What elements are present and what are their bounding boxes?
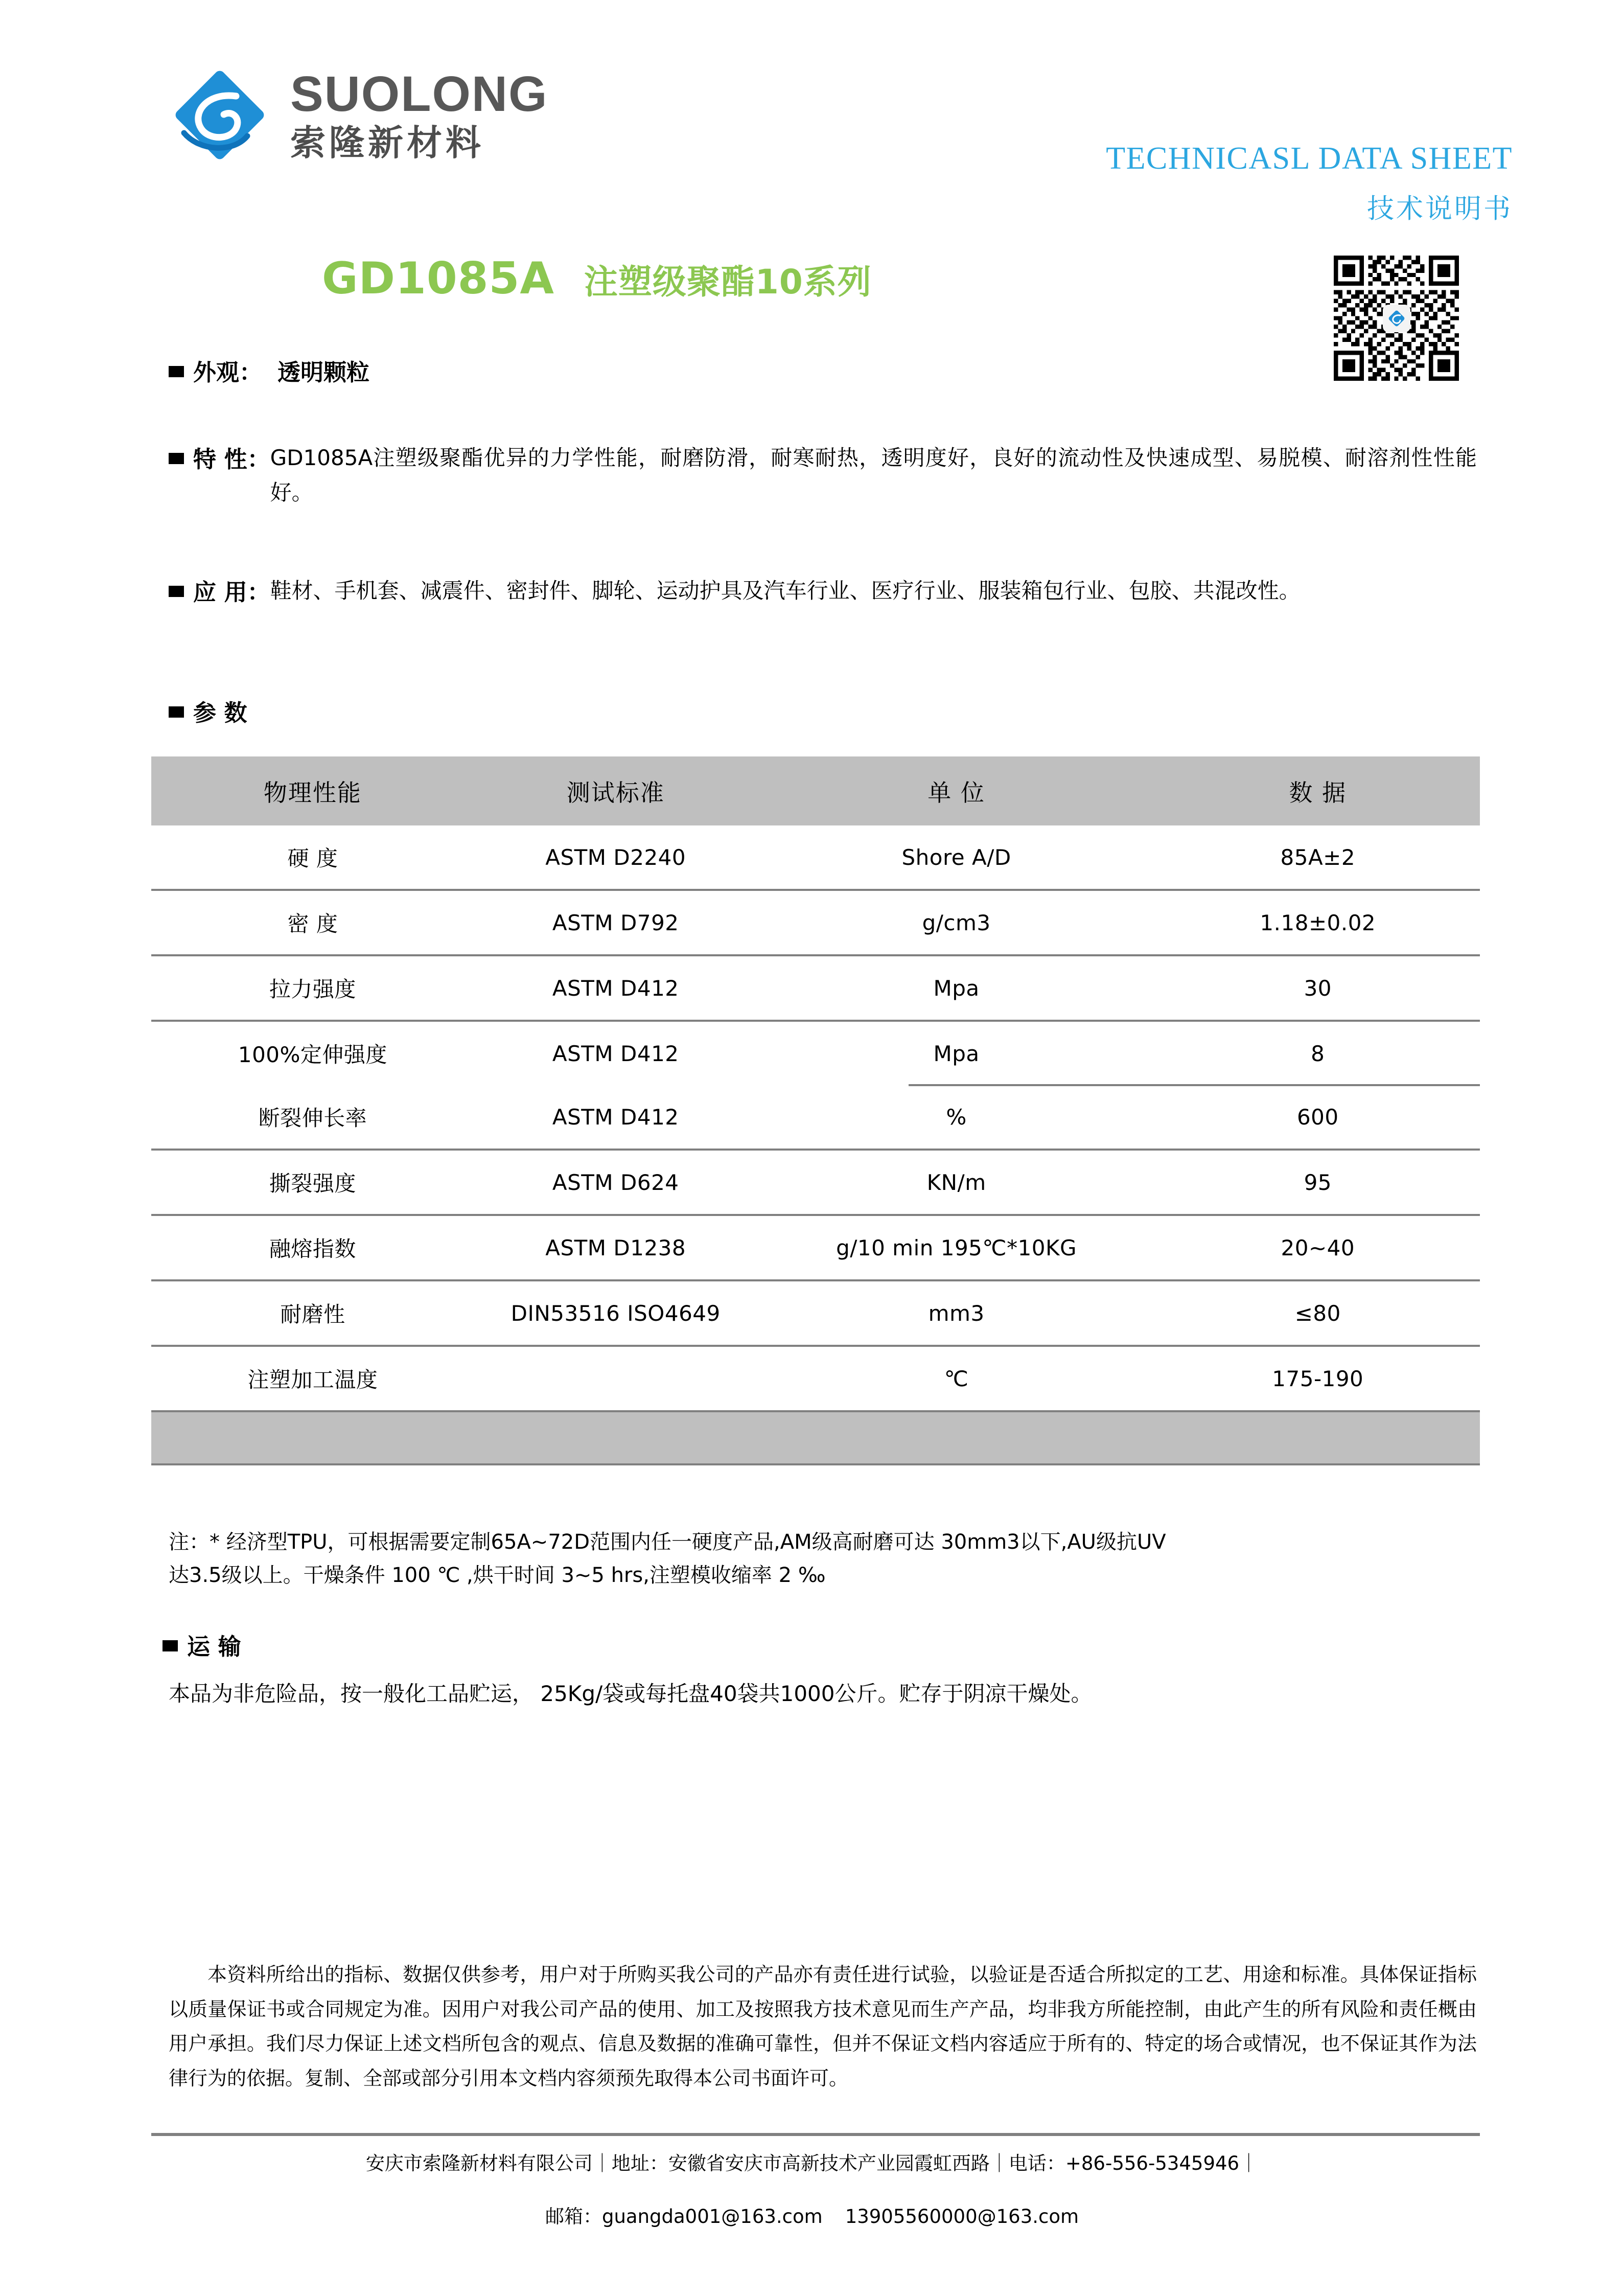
transport-label: 运 输 (187, 1633, 241, 1660)
cell-unit: g/10 min 195℃*10KG (757, 1215, 1156, 1280)
cell-property: 断裂伸长率 (258, 1106, 367, 1131)
appearance-value: 透明颗粒 (277, 359, 370, 386)
appearance-label: 外观： (193, 359, 263, 386)
logo-wordmark (290, 66, 548, 164)
cell-standard: ASTM D412 (552, 1104, 679, 1130)
table-row (151, 1150, 1480, 1215)
column-header-unit: 单 位 (757, 756, 1156, 825)
cell-standard (474, 1346, 757, 1410)
parameters-table-wrapper (151, 756, 1480, 1465)
transport-text: 本品为非危险品，按一般化工品贮运， 25Kg/袋或每托盘40袋共1000公斤。贮存于阴凉干燥处。 (169, 1681, 1093, 1706)
table-note (169, 1526, 1477, 1592)
footer-address: 安徽省安庆市高新技术产业园霞虹西路 (668, 2152, 990, 2174)
cell-unit: ℃ (757, 1346, 1156, 1410)
footer-email-line (0, 2202, 1624, 2231)
footer-email-label: 邮箱： (545, 2205, 602, 2228)
table-row (151, 825, 1480, 890)
cell-property: 撕裂强度 (151, 1150, 474, 1215)
application-label-wrap (169, 573, 270, 607)
product-series-name: 注塑级聚酯10系列 (584, 262, 872, 302)
section-features (169, 441, 1477, 510)
table-row (151, 1085, 1480, 1150)
section-parameters-heading (169, 694, 1477, 727)
cell-standard: ASTM D412 (474, 1021, 757, 1085)
cell-property: 融熔指数 (151, 1215, 474, 1280)
table-footer-bar (151, 1410, 1480, 1465)
cell-standard: ASTM D1238 (474, 1215, 757, 1280)
cell-property: 注塑加工温度 (151, 1346, 474, 1410)
bullet-square-icon (163, 1640, 178, 1651)
company-logo (169, 56, 548, 174)
application-text: 鞋材、手机套、减震件、密封件、脚轮、运动护具及汽车行业、医疗行业、服装箱包行业、包胶、共混改性。 (270, 578, 1301, 603)
cell-value: 600 (1156, 1085, 1480, 1150)
footer-sep-2: ｜电话： (989, 2152, 1065, 2174)
bullet-square-icon (169, 453, 184, 464)
footer-sep-3: ｜ (1239, 2152, 1259, 2174)
footer-email-secondary[interactable]: 13905560000@163.com (845, 2205, 1079, 2228)
cell-unit: Shore A/D (901, 844, 1011, 870)
table-row (151, 890, 1480, 955)
note-line-2: 达3.5级以上。干燥条件 100 ℃ ,烘干时间 3~5 hrs,注塑模收缩率 2 ‰ (169, 1563, 826, 1587)
page-footer (0, 2149, 1624, 2231)
cell-unit: KN/m (757, 1150, 1156, 1215)
logo-latin-text: SUOLONG (290, 66, 548, 122)
column-header-property: 物理性能 (151, 756, 474, 825)
cell-value: 175-190 (1156, 1346, 1480, 1410)
cell-unit: g/cm3 (757, 890, 1156, 955)
note-line-1: 注：* 经济型TPU，可根据需要定制65A~72D范围内任一硬度产品,AM级高耐磨可达 30mm3以下,AU级抗UV (169, 1530, 1166, 1554)
product-code: GD1085A (322, 253, 554, 304)
cell-standard: ASTM D412 (474, 955, 757, 1021)
disclaimer-text: 本资料所给出的指标、数据仅供参考，用户对于所购买我公司的产品亦有责任进行试验，以验证是否适合所拟定的工艺、用途和标准。具体保证指标以质量保证书或合同规定为准。因用户对我公司产品的使用、加工及按照我方技术意见而生产产品，均非我方所能控制，由此产生的所有风险和责任概由用户承担。我们尽力保证上述文档所包含的观点、信息及数据的准确可靠性，但并不保证文档内容适应于所有的、特定的场合或情况，也不保证其作为法律行为的依据。复制、全部或部分引用本文档内容须预先取得本公司书面许可。 (169, 1963, 1477, 2090)
cell-unit: Mpa (757, 955, 1156, 1021)
section-application (169, 573, 1477, 608)
product-title (322, 253, 872, 304)
bullet-square-icon (169, 706, 184, 718)
table-row (151, 1346, 1480, 1410)
suolong-swirl-diamond-logo-icon (169, 56, 271, 174)
footer-contact-line (0, 2149, 1624, 2178)
column-header-value: 数 据 (1156, 756, 1480, 825)
table-row (151, 1280, 1480, 1346)
table-header-row (151, 756, 1480, 825)
bullet-square-icon (169, 366, 184, 377)
cell-unit: mm3 (757, 1280, 1156, 1346)
cell-value: 85A±2 (1280, 844, 1356, 870)
logo-chinese-text: 索隆新材料 (290, 123, 484, 164)
parameters-label: 参 数 (193, 699, 247, 726)
cell-standard: ASTM D792 (474, 890, 757, 955)
cell-value: 20~40 (1156, 1215, 1480, 1280)
application-label: 应 用： (193, 579, 270, 606)
table-row (151, 1215, 1480, 1280)
cell-value: ≤80 (1156, 1280, 1480, 1346)
cell-value: 8 (1156, 1021, 1480, 1085)
cell-property: 100%定伸强度 (151, 1021, 474, 1085)
technical-data-sheet-title (1106, 141, 1513, 226)
cell-unit: % (757, 1085, 1156, 1150)
cell-property: 拉力强度 (151, 955, 474, 1021)
features-text: GD1085A注塑级聚酯优异的力学性能，耐磨防滑，耐寒耐热，透明度好，良好的流动性及快速成型、易脱模、耐溶剂性性能好。 (270, 445, 1477, 506)
section-transport-heading (163, 1628, 241, 1661)
features-label: 特 性： (193, 446, 270, 473)
cell-standard: DIN53516 ISO4649 (474, 1280, 757, 1346)
cell-value: 30 (1156, 955, 1480, 1021)
footer-phone: +86-556-5345946 (1065, 2152, 1240, 2174)
table-header (151, 756, 1480, 825)
cell-standard: ASTM D624 (474, 1150, 757, 1215)
tds-title-chinese: 技术说明书 (1367, 193, 1513, 224)
parameters-table (151, 756, 1480, 1410)
cell-property: 耐磨性 (151, 1280, 474, 1346)
cell-standard: ASTM D2240 (545, 844, 686, 870)
qr-center-logo-icon (1383, 305, 1410, 332)
section-appearance (169, 354, 1477, 387)
table-body (151, 825, 1480, 1410)
cell-property: 硬 度 (287, 846, 338, 871)
footer-sep-1: ｜地址： (592, 2152, 668, 2174)
bullet-square-icon (169, 586, 184, 597)
footer-divider (151, 2133, 1480, 2136)
footer-company: 安庆市索隆新材料有限公司 (365, 2152, 593, 2174)
cell-unit: Mpa (757, 1021, 1156, 1085)
cell-property: 密 度 (151, 890, 474, 955)
column-header-standard: 测试标准 (474, 756, 757, 825)
cell-value: 95 (1156, 1150, 1480, 1215)
tds-title-english: TECHNICASL DATA SHEET (1106, 141, 1513, 176)
table-row (151, 1021, 1480, 1085)
features-label-wrap (169, 441, 270, 474)
page-header (0, 0, 1624, 224)
cell-value: 1.18±0.02 (1156, 890, 1480, 955)
table-row (151, 955, 1480, 1021)
footer-email-primary[interactable]: guangda001@163.com (601, 2205, 823, 2228)
